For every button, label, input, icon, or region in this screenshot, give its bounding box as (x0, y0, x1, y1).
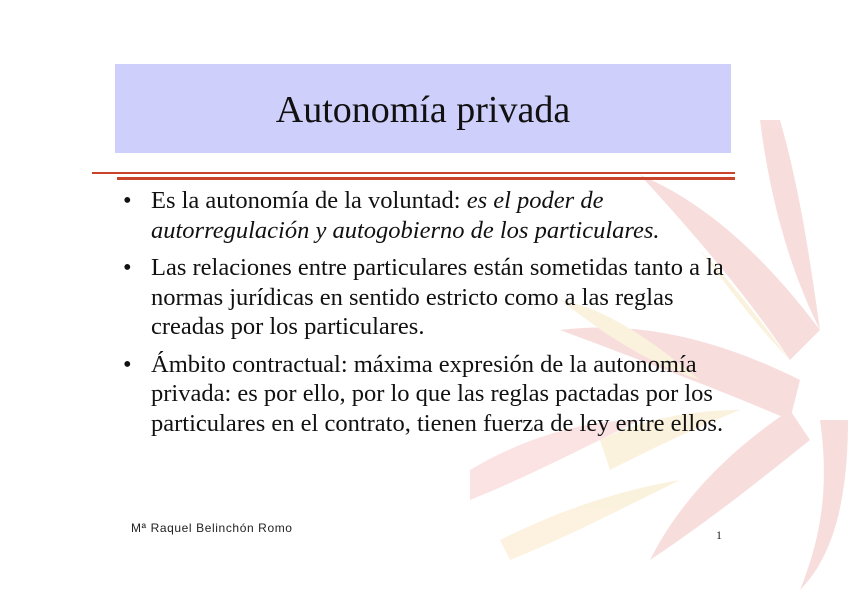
bullet-text-italic: es el poder de autorregulación y autogobierno de los particulares. (151, 187, 660, 244)
bullet-icon: • (123, 350, 132, 378)
title-underline-thick (117, 177, 735, 180)
bullet-item (120, 350, 740, 439)
page-number: 1 (716, 528, 722, 542)
footer-author: Mª Raquel Belinchón Romo (131, 521, 293, 535)
bullet-item (120, 253, 740, 342)
bullet-icon: • (123, 187, 132, 214)
bullet-icon: • (123, 254, 132, 281)
title-band (115, 64, 731, 153)
slide-title: Autonomía privada (275, 89, 571, 131)
title-underline-thin (92, 172, 735, 174)
bullet-item (120, 186, 740, 245)
bullet-list (120, 186, 740, 446)
bullet-text: Es la autonomía de la voluntad: (151, 187, 467, 214)
bullet-text: Las relaciones entre particulares están sometidas tanto a la normas jurídicas en sentido estricto como a las reglas creadas por los particulares. (151, 254, 724, 340)
bullet-text: Ámbito contractual: máxima expresión de la autonomía privada: es por ello, por lo que las reglas pactadas por los particulares en el contrato, tienen fuerza de ley entre ellos. (151, 350, 724, 437)
